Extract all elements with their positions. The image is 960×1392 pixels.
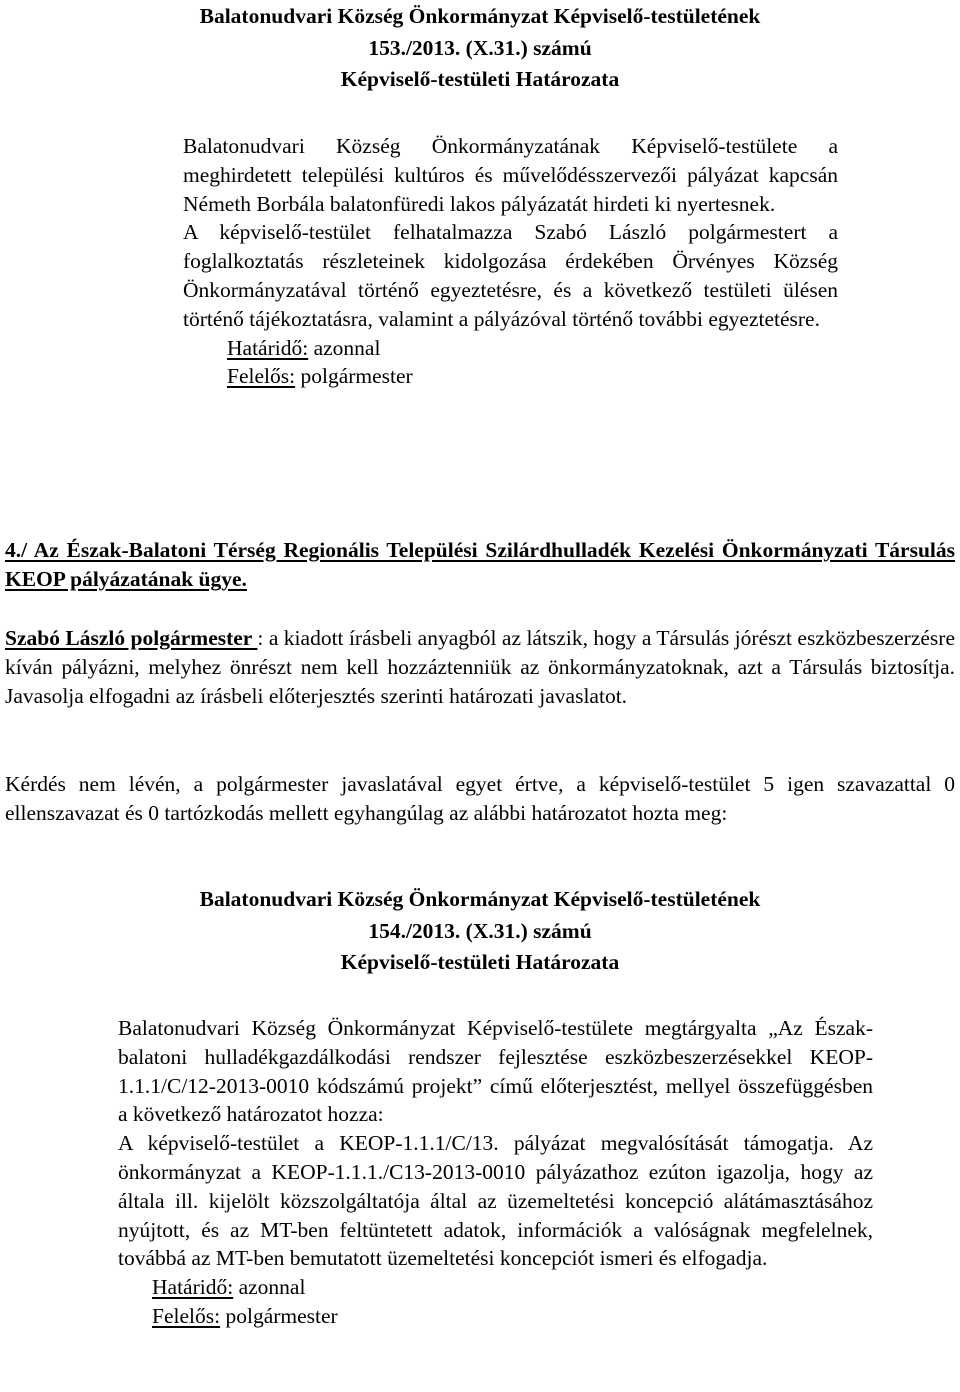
- responsible-label: Felelős:: [152, 1303, 221, 1328]
- resolution-154-heading: [120, 885, 840, 976]
- deadline-label: Határidő:: [152, 1275, 234, 1300]
- resolution-154-responsible: [152, 1302, 873, 1331]
- resolution-153-heading: [120, 2, 840, 93]
- resolution-154-deadline: [152, 1273, 873, 1302]
- deadline-value: azonnal: [308, 335, 381, 360]
- agenda-item-4-title: 4./ Az Észak-Balatoni Térség Regionális Települési Szilárdhulladék Kezelési Önkormányzati Társulás KEOP pályázatának ügye.: [5, 538, 955, 591]
- vote-paragraph: Kérdés nem lévén, a polgármester javaslatával egyet értve, a képviselő-testület 5 igen szavazattal 0 ellenszavazat és 0 tartózkodás mellett egyhangúlag az alábbi határozatot hozta meg:: [5, 772, 955, 825]
- responsible-value: polgármester: [295, 364, 413, 389]
- resolution-153-paragraph-2: A képviselő-testület felhatalmazza Szabó László polgármestert a foglalkoztatás részleteinek kidolgozása érdekében Örvényes Község Önkormányzatával történő egyeztetésre, és a következő testületi ülésen történő tájékoztatásra, valamint a pályázóval történő további egyeztetésre.: [183, 220, 838, 331]
- resolution-153-responsible: [227, 362, 838, 391]
- speech-text: : a kiadott írásbeli anyagból az látszik, hogy a Társulás jórészt eszközbeszerzésre kíván pályázni, melyhez önrészt nem kell hozzáztenniük az önkormányzatoknak, azt a Társulás biztosítja. Javasolja elfogadni az írásbeli előterjesztés szerinti határozati javaslatot.: [5, 626, 955, 708]
- resolution-153-body: [183, 132, 838, 391]
- deadline-value: azonnal: [233, 1275, 306, 1300]
- heading-line-2: 153./2013. (X.31.) számú: [368, 35, 592, 60]
- resolution-154-body: [118, 1014, 873, 1331]
- heading-line-3: Képviselő-testületi Határozata: [340, 949, 620, 974]
- heading-line-1: Balatonudvari Község Önkormányzat Képviselő-testületének: [199, 887, 761, 911]
- speaker-name: Szabó László polgármester: [5, 626, 258, 650]
- responsible-value: polgármester: [220, 1303, 338, 1328]
- heading-line-1: Balatonudvari Község Önkormányzat Képviselő-testületének: [199, 4, 761, 28]
- resolution-153-deadline: [227, 334, 838, 363]
- deadline-label: Határidő:: [227, 335, 309, 360]
- heading-line-2: 154./2013. (X.31.) számú: [368, 918, 592, 943]
- resolution-153-paragraph-1: Balatonudvari Község Önkormányzatának Képviselő-testülete a meghirdetett települési kultúros és művelődésszervezői pályázat kapcsán Németh Borbála balatonfüredi lakos pályázatát hirdeti ki nyertesnek.: [183, 134, 838, 216]
- speech-paragraph: [5, 624, 955, 710]
- heading-line-3: Képviselő-testületi Határozata: [340, 66, 620, 91]
- resolution-154-paragraph-2: A képviselő-testület a KEOP-1.1.1/C/13. pályázat megvalósítását támogatja. Az önkormányzat a KEOP-1.1.1./C13-2013-0010 pályázathoz ezúton igazolja, hogy az általa ill. kijelölt közszolgáltatója által az üzemeltetési koncepció alátámasztásához nyújtott, és az MT-ben feltüntetett adatok, információk a valóságnak megfelelnek, továbbá az MT-ben bemutatott üzemeltetési koncepciót ismeri és elfogadja.: [118, 1131, 873, 1271]
- resolution-154-paragraph-1: Balatonudvari Község Önkormányzat Képviselő-testülete megtárgyalta „Az Észak-balatoni hulladékgazdálkodási rendszer fejlesztése eszközbeszerzésekkel KEOP-1.1.1/C/12-2013-0010 kódszámú projekt” című előterjesztést, mellyel összefüggésben a következő határozatot hozza:: [118, 1016, 873, 1127]
- responsible-label: Felelős:: [227, 364, 296, 389]
